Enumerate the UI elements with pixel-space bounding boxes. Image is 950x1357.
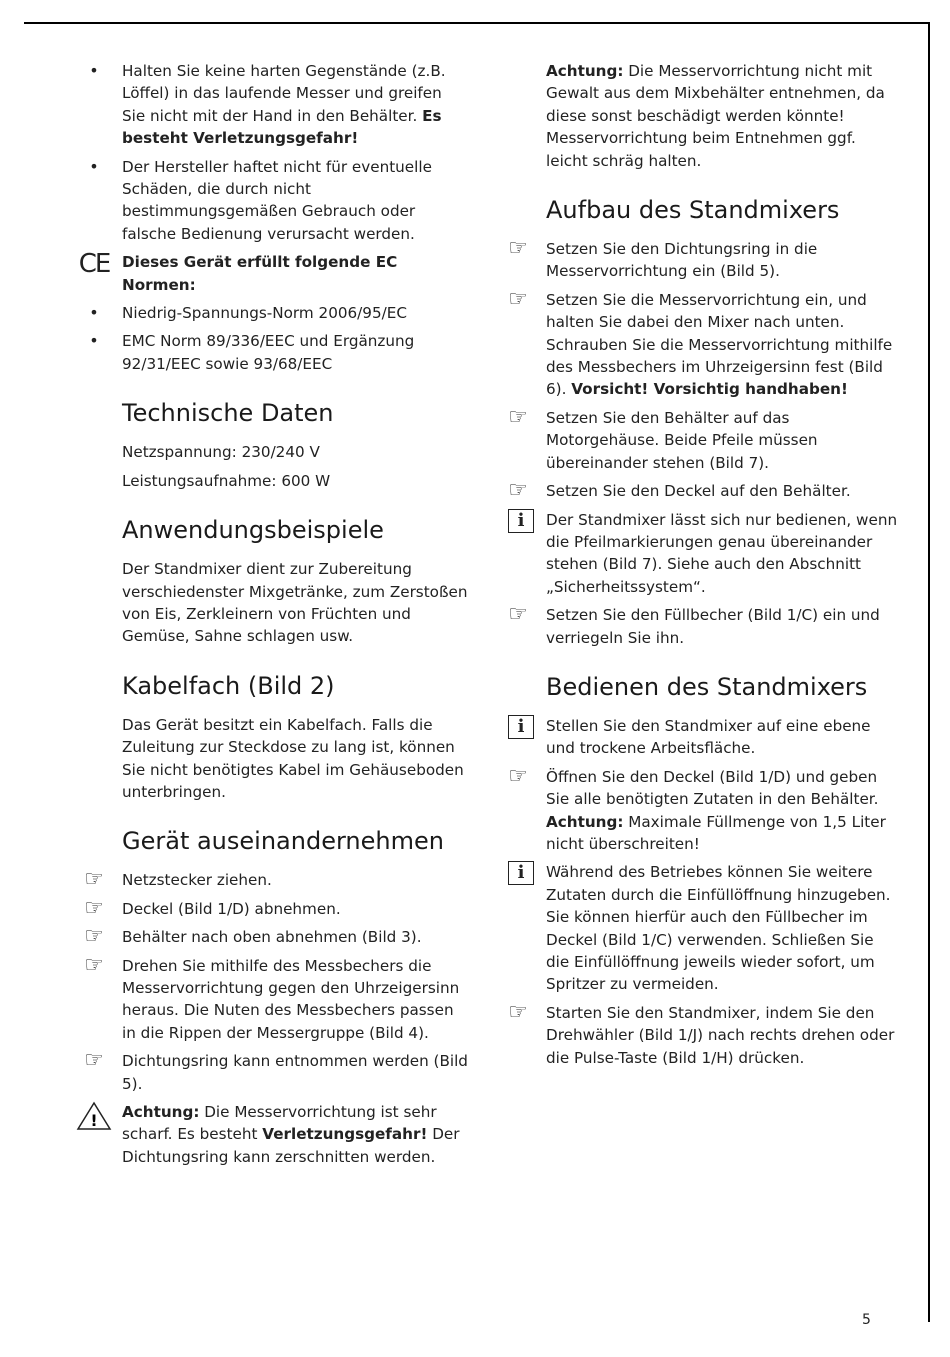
pointing-hand-icon: ☞	[84, 1048, 104, 1074]
bold-text: Achtung:	[546, 812, 624, 831]
pointing-hand-icon: ☞	[508, 478, 528, 504]
bold-text: Vorsicht! Vorsichtig handhaben!	[571, 380, 848, 399]
bold-text: Es besteht Verletzungsgefahr!	[122, 106, 442, 148]
text-run: Öffnen Sie den Deckel (Bild 1/D) und geben Sie alle benötigten Zutaten in den Behälter.	[546, 767, 879, 809]
tech-power: Leistungsaufnahme: 600 W	[122, 471, 331, 490]
text-run: Setzen Sie den Behälter auf das Motorgehäuse. Beide Pfeile müssen übereinander stehen (Bild 7).	[546, 408, 818, 472]
text-run: Halten Sie keine harten Gegenstände (z.B. Löffel) in das laufende Messer und greifen Sie nicht mit der Hand in den Behälter.	[122, 62, 446, 125]
pointing-hand-icon: ☞	[508, 999, 528, 1025]
heading-aufbau: Aufbau des Standmixers	[546, 196, 840, 225]
anwendung-text: Der Standmixer dient zur Zubereitung verschiedenster Mixgetränke, zum Zerstoßen von Eis, Zerkleinern von Früchten und Gemüse, Sahne schlagen usw.	[122, 560, 468, 646]
right-rule	[928, 22, 930, 1322]
item-text: EMC Norm 89/336/EEC und Ergänzung 92/31/EEC sowie 93/68/EEC	[122, 332, 415, 373]
bullet-item	[74, 156, 469, 246]
disassembly-step	[74, 926, 469, 948]
top-rule	[24, 22, 930, 24]
text-run: Starten Sie den Standmixer, indem Sie den Drehwähler (Bild 1/J) nach rechts drehen oder die Pulse-Taste (Bild 1/H) drücken.	[546, 1003, 895, 1067]
operation-step	[498, 861, 898, 995]
heading-anwendungsbeispiele: Anwendungsbeispiele	[122, 516, 384, 545]
text-run: Der Hersteller haftet nicht für eventuelle Schäden, die durch nicht bestimmungsgemäßen Gebrauch oder falsche Bedienung verursacht werden.	[122, 157, 432, 243]
warning-triangle-icon	[74, 1101, 114, 1137]
info-icon: i	[498, 861, 538, 885]
assembly-step	[498, 480, 898, 502]
pointing-hand-icon: ☞	[508, 286, 528, 312]
warning-text-2: Der Dichtungsring kann zerschnitten werden.	[122, 1125, 460, 1166]
pointing-hand-icon: ☞	[508, 763, 528, 789]
tech-data	[74, 441, 469, 492]
achtung-label: Achtung:	[546, 62, 624, 80]
text-run: Während des Betriebes können Sie weitere Zutaten durch die Einfüllöffnung hinzugeben. Sie können hierfür auch den Füllbecher im Deckel (Bild 1/C) verwenden. Schließen Sie die Einfüllöffnung jeweils wieder sofort, um Spritzer zu vermeiden.	[546, 863, 891, 994]
info-icon: i	[498, 715, 538, 739]
assembly-step	[498, 509, 898, 599]
disassembly-step	[74, 869, 469, 891]
pointing-hand-icon: ☞	[508, 236, 528, 262]
info-icon: i	[498, 509, 538, 533]
item-text: Netzstecker ziehen.	[122, 871, 272, 890]
ce-statement-text: Dieses Gerät erfüllt folgende EC Normen:	[122, 253, 398, 294]
right-column	[498, 60, 898, 1075]
disassembly-step	[74, 952, 469, 1045]
norms-bullet-list	[74, 302, 469, 375]
norm-bullet-item	[74, 302, 469, 324]
pointing-hand-icon: ☞	[84, 895, 104, 921]
norm-bullet-item	[74, 330, 469, 375]
pointing-hand-icon: ☞	[84, 867, 104, 893]
achtung-text: Die Messervorrichtung nicht mit Gewalt aus dem Mixbehälter entnehmen, da diese sonst beschädigt werden könnte! Messervorrichtung beim Entnehmen ggf. leicht schräg halten.	[546, 62, 885, 170]
pointing-hand-icon: ☞	[508, 404, 528, 430]
warning-text-1: Die Messervorrichtung ist sehr scharf. Es besteht	[122, 1103, 437, 1144]
bullet-icon: •	[89, 303, 99, 323]
item-text: Deckel (Bild 1/D) abnehmen.	[122, 899, 341, 918]
assembly-step	[498, 404, 898, 474]
pointing-hand-icon: ☞	[508, 602, 528, 628]
left-column	[74, 60, 469, 1174]
bullet-icon: •	[89, 156, 99, 176]
disassembly-step	[74, 895, 469, 921]
item-text: Niedrig-Spannungs-Norm 2006/95/EC	[122, 304, 407, 323]
operation-step	[498, 715, 898, 760]
text-run: Setzen Sie den Deckel auf den Behälter.	[546, 482, 851, 501]
operation-step	[498, 999, 898, 1069]
assembly-step	[498, 286, 898, 401]
text-run: Setzen Sie die Messervorrichtung ein, und halten Sie dabei den Mixer nach unten. Schrauben Sie die Messervorrichtung mithilfe des Messbechers im Uhrzeigersinn fest (Bild 6).	[546, 290, 893, 399]
safety-bullet-list	[74, 60, 469, 245]
item-text: Behälter nach oben abnehmen (Bild 3).	[122, 928, 422, 947]
bullet-item	[74, 60, 469, 150]
bullet-icon: •	[89, 331, 99, 351]
text-run: Maximale Füllmenge von 1,5 Liter nicht überschreiten!	[546, 812, 886, 853]
item-text: Dichtungsring kann entnommen werden (Bild 5).	[122, 1052, 468, 1093]
assembly-step	[498, 604, 898, 649]
heading-geraet-auseinandernehmen: Gerät auseinandernehmen	[122, 827, 444, 856]
ce-mark-icon: CE	[78, 249, 110, 280]
ce-statement	[74, 251, 469, 296]
operation-step	[498, 763, 898, 856]
heading-kabelfach: Kabelfach (Bild 2)	[122, 671, 335, 700]
warning-label: Achtung:	[122, 1103, 200, 1121]
warning-bold: Verletzungsgefahr!	[262, 1125, 428, 1144]
achtung-note	[498, 60, 898, 172]
pointing-hand-icon: ☞	[84, 924, 104, 950]
operation-steps	[498, 715, 898, 1069]
text-run: Setzen Sie den Füllbecher (Bild 1/C) ein und verriegeln Sie ihn.	[546, 606, 880, 647]
text-run: Der Standmixer lässt sich nur bedienen, wenn die Pfeilmarkierungen genau übereinander stehen (Bild 7). Siehe auch den Abschnitt „Sicherheitssystem“.	[546, 510, 898, 596]
assembly-step	[498, 238, 898, 283]
disassembly-step	[74, 1050, 469, 1095]
text-run: Setzen Sie den Dichtungsring in die Messervorrichtung ein (Bild 5).	[546, 240, 818, 281]
svg-text:!: !	[90, 1111, 98, 1130]
text-run: Stellen Sie den Standmixer auf eine ebene und trockene Arbeitsfläche.	[546, 716, 871, 758]
heading-technische-daten: Technische Daten	[122, 399, 334, 428]
item-text: Drehen Sie mithilfe des Messbechers die Messervorrichtung gegen den Uhrzeigersinn heraus. Die Nuten des Messbechers passen in die Rippen der Messergruppe (Bild 4).	[122, 956, 460, 1042]
page-number: 5	[862, 1312, 871, 1328]
bullet-icon: •	[89, 61, 99, 80]
heading-bedienen: Bedienen des Standmixers	[546, 672, 868, 701]
disassembly-steps	[74, 869, 469, 1095]
warning-note	[74, 1101, 469, 1168]
kabelfach-text: Das Gerät besitzt ein Kabelfach. Falls die Zuleitung zur Steckdose zu lang ist, können Sie nicht benötigtes Kabel im Gehäuseboden unterbringen.	[122, 715, 464, 801]
tech-voltage: Netzspannung: 230/240 V	[122, 443, 320, 462]
pointing-hand-icon: ☞	[84, 952, 104, 978]
assembly-steps	[498, 238, 898, 649]
